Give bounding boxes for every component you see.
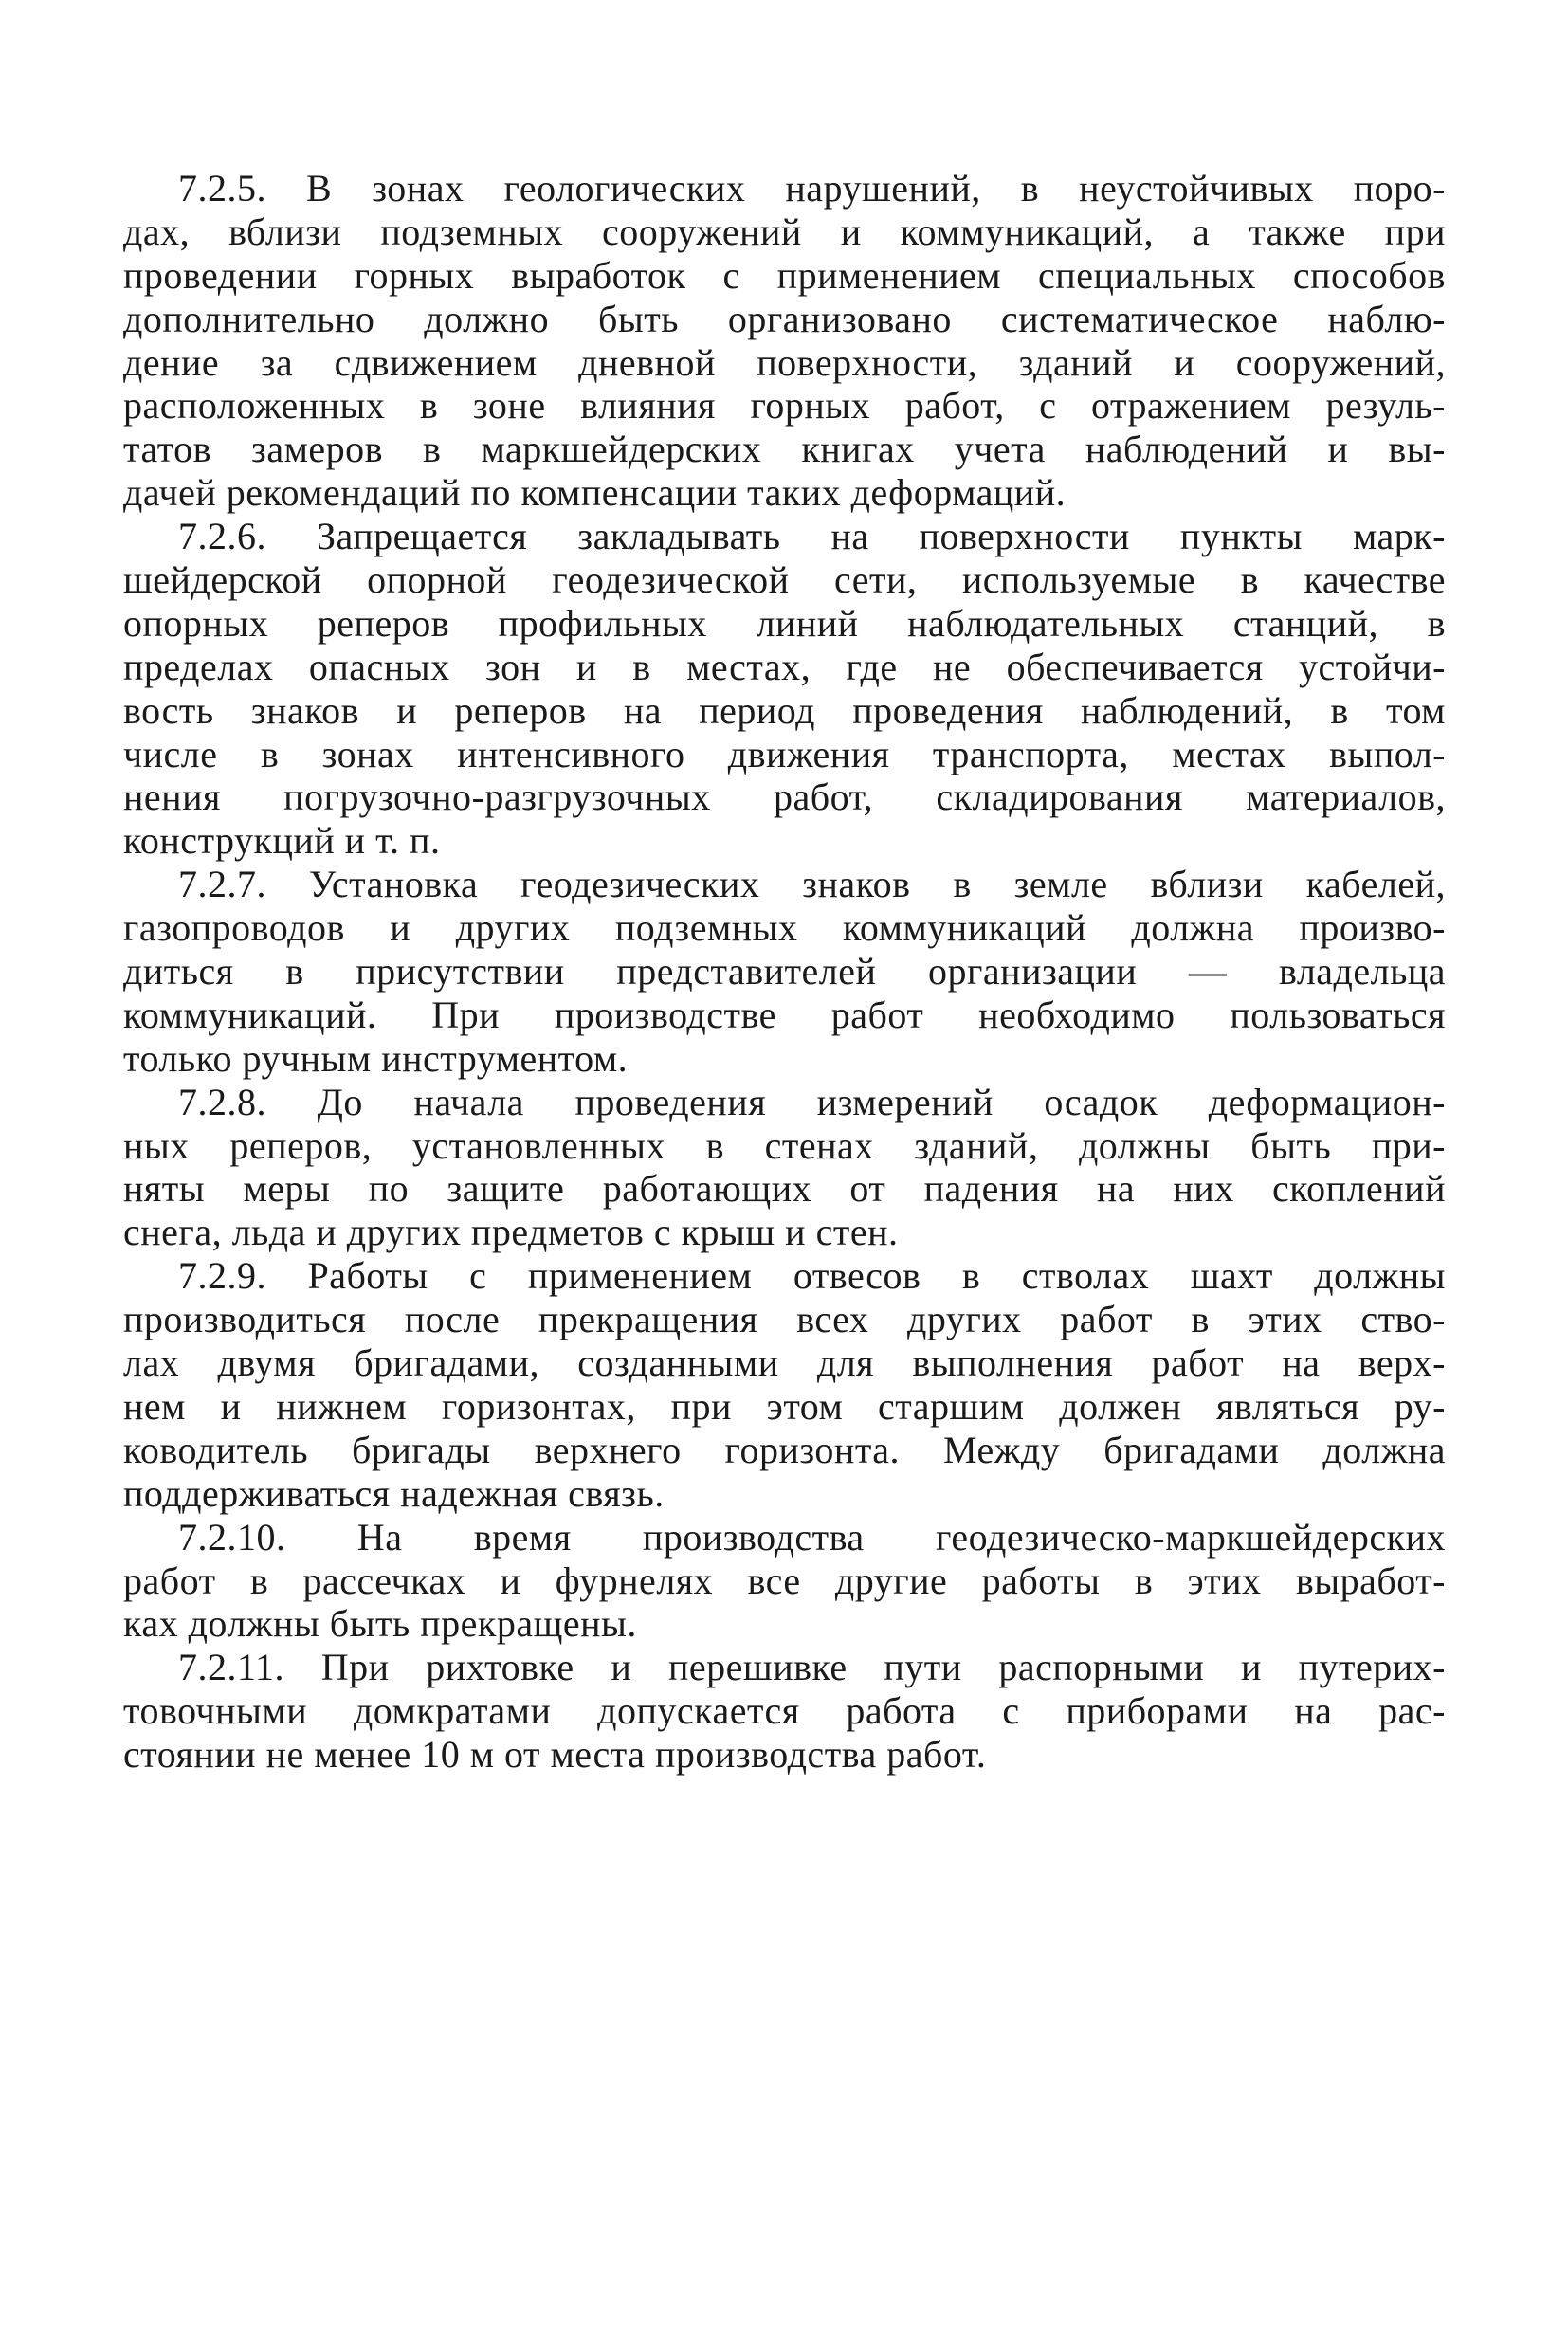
text-line: ководитель бригады верхнего горизонта. Между бригадами должна (123, 1428, 1446, 1471)
text-line: татов замеров в маркшейдерских книгах учета наблюдений и вы- (123, 428, 1446, 471)
text-line: конструкций и т. п. (123, 819, 441, 863)
text-line: проведении горных выработок с применением специальных способов (123, 253, 1446, 297)
text-line: няты меры по защите работающих от падения на них скоплений (123, 1167, 1446, 1211)
text-line: расположенных в зоне влияния горных работ, с отражением резуль- (123, 384, 1446, 428)
text-line: стоянии не менее 10 м от места производства работ. (123, 1733, 987, 1777)
text-line: лах двумя бригадами, созданными для выполнения работ на верх- (123, 1341, 1446, 1385)
text-line: нем и нижнем горизонтах, при этом старшим должен являться ру- (123, 1384, 1446, 1428)
text-line: ных реперов, установленных в стенах зданий, должны быть при- (123, 1123, 1446, 1167)
text-line: поддерживаться надежная связь. (123, 1471, 665, 1515)
text-line: числе в зонах интенсивного движения транспорта, местах выпол- (123, 732, 1446, 775)
text-line: 7.2.6. Запрещается закладывать на поверхности пункты марк- (178, 515, 1446, 558)
document-page (123, 167, 1446, 1777)
text-line: 7.2.5. В зонах геологических нарушений, в неустойчивых поро- (178, 167, 1446, 210)
text-line: шейдерской опорной геодезической сети, используемые в качестве (123, 558, 1446, 602)
text-line: производиться после прекращения всех других работ в этих ство- (123, 1298, 1446, 1341)
paragraph-7-2-9 (123, 1254, 1446, 1515)
text-line: 7.2.7. Установка геодезических знаков в земле вблизи кабелей, (178, 863, 1446, 906)
text-line: коммуникаций. При производстве работ необходимо пользоваться (123, 993, 1446, 1036)
text-line: дополнительно должно быть организовано систематическое наблю- (123, 297, 1446, 340)
paragraph-7-2-5 (123, 167, 1446, 515)
text-line: 7.2.10. На время производства геодезическо-маркшейдерских (178, 1515, 1446, 1559)
text-line: 7.2.8. До начала проведения измерений осадок деформацион- (178, 1080, 1446, 1123)
text-line: ках должны быть прекращены. (123, 1602, 637, 1646)
text-line: работ в рассечках и фурнелях все другие работы в этих выработ- (123, 1559, 1446, 1602)
text-line: диться в присутствии представителей организации — владельца (123, 950, 1446, 994)
paragraph-7-2-11 (123, 1646, 1446, 1777)
paragraph-7-2-7 (123, 863, 1446, 1080)
text-line: только ручным инструментом. (123, 1036, 629, 1080)
text-line: товочными домкратами допускается работа с приборами на рас- (123, 1689, 1446, 1733)
paragraph-7-2-8 (123, 1081, 1446, 1255)
text-line: опорных реперов профильных линий наблюдательных станций, в (123, 601, 1446, 645)
text-line: дение за сдвижением дневной поверхности, зданий и сооружений, (123, 340, 1446, 384)
paragraph-7-2-10 (123, 1516, 1446, 1647)
text-line: снега, льда и других предметов с крыш и стен. (123, 1211, 899, 1254)
text-line: дачей рекомендаций по компенсации таких деформаций. (123, 471, 1067, 515)
text-line: газопроводов и других подземных коммуникаций должна произво- (123, 906, 1446, 950)
paragraph-7-2-6 (123, 515, 1446, 863)
text-line: дах, вблизи подземных сооружений и коммуникаций, а также при (123, 210, 1446, 253)
text-line: 7.2.11. При рихтовке и перешивке пути распорными и путерих- (178, 1646, 1446, 1689)
text-line: пределах опасных зон и в местах, где не обеспечивается устойчи- (123, 645, 1446, 688)
text-line: вость знаков и реперов на период проведения наблюдений, в том (123, 688, 1446, 732)
text-line: 7.2.9. Работы с применением отвесов в стволах шахт должны (178, 1254, 1446, 1298)
text-line: нения погрузочно-разгрузочных работ, складирования материалов, (123, 775, 1446, 819)
